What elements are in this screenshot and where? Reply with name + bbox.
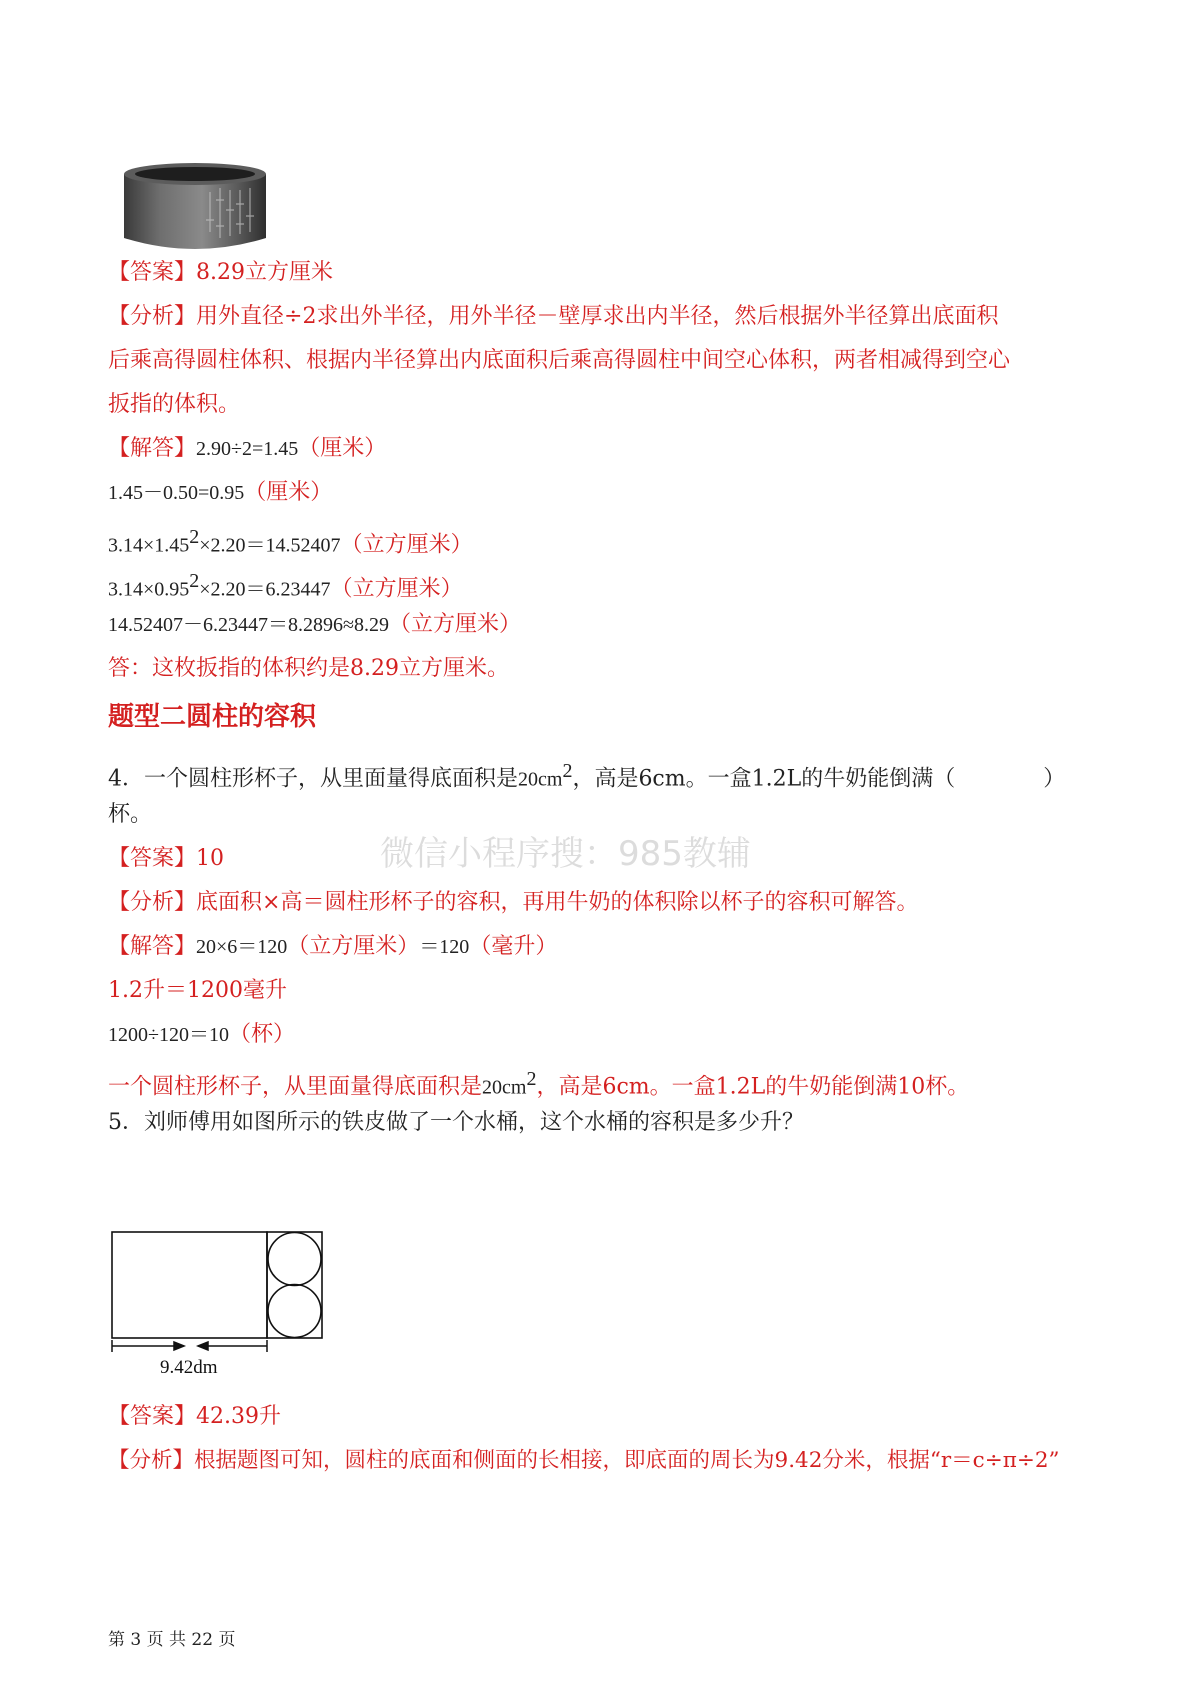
unit-label: （厘米） [244, 480, 333, 505]
solution-tag: 【解答】 [108, 934, 197, 959]
unit-label: （立方厘米） [388, 612, 521, 637]
exponent: 2 [189, 570, 200, 592]
question-text: 杯。 [108, 802, 153, 827]
analysis-tag: 【分析】 [108, 304, 197, 329]
answer-line [108, 258, 333, 288]
solution-math: 1200÷120＝10 [108, 1024, 229, 1046]
solution-text: 1.2升＝1200毫升 [108, 978, 287, 1003]
answer-tag: 【答案】 [108, 260, 197, 285]
answer-line [108, 844, 224, 874]
page-footer: 第 3 页 共 22 页 [108, 1630, 236, 1650]
answer-line [108, 1402, 281, 1432]
sheet-rectangle [112, 1232, 267, 1338]
solution-math: ＝120 [419, 936, 470, 958]
solution-line [108, 434, 386, 464]
solution-line [108, 522, 473, 560]
solution-math: 2.90÷2=1.45 [196, 438, 299, 460]
exponent: 2 [189, 526, 200, 548]
iron-sheet-diagram [108, 1228, 338, 1358]
solution-line [108, 1020, 295, 1050]
answer-value: 8.29立方厘米 [196, 260, 334, 285]
conclusion-part: ，高是6cm。一盒1.2L的牛奶能倒满10杯。 [536, 1074, 970, 1100]
solution-tag: 【解答】 [108, 436, 197, 461]
analysis-line [108, 1446, 1060, 1476]
analysis-text: 后乘高得圆柱体积、根据内半径算出内底面积后乘高得圆柱中间空心体积，两者相减得到空心 [108, 348, 1011, 373]
conclusion-area: 20cm [482, 1076, 527, 1099]
question-part: ，高是6cm。一盒1.2L的牛奶能倒满（ ） [572, 766, 1066, 792]
exponent: 2 [562, 760, 573, 782]
question-text [108, 756, 1065, 794]
solution-math: ×2.20＝6.23447 [199, 578, 331, 601]
solution-line [108, 932, 557, 962]
arrow-right-icon [174, 1342, 184, 1350]
solution-math: 1.45－0.50=0.95 [108, 482, 245, 504]
solution-math: 3.14×0.95 [108, 578, 190, 601]
arrow-left-icon [198, 1342, 208, 1350]
section-title: 题型二圆柱的容积 [108, 702, 317, 732]
unit-label: （立方厘米） [330, 576, 463, 602]
top-circle [268, 1233, 321, 1286]
answer-value: 42.39升 [196, 1404, 281, 1429]
conclusion-part: 一个圆柱形杯子，从里面量得底面积是 [108, 1074, 483, 1100]
dimension-label: 9.42dm [160, 1357, 218, 1378]
conclusion-line [108, 1064, 969, 1102]
analysis-text: 底面积×高＝圆柱形杯子的容积，再用牛奶的体积除以杯子的容积可解答。 [196, 890, 919, 915]
solution-math: 20×6＝120 [196, 936, 288, 958]
analysis-text: 用外直径÷2求出外半径，用外半径－壁厚求出内半径，然后根据外半径算出底面积 [196, 304, 999, 329]
unit-label: （厘米） [298, 436, 387, 461]
analysis-tag: 【分析】 [108, 890, 197, 915]
question-area: 20cm [518, 768, 563, 791]
solution-math: ×2.20＝14.52407 [199, 534, 341, 557]
analysis-text: 扳指的体积。 [108, 392, 241, 417]
question-part: 4．一个圆柱形杯子，从里面量得底面积是 [108, 766, 518, 792]
watermark: 微信小程序搜：985教辅 [380, 834, 751, 874]
analysis-tag: 【分析】 [108, 1448, 195, 1473]
exponent: 2 [526, 1068, 537, 1090]
unit-label: （立方厘米） [287, 934, 420, 959]
analysis-line [108, 302, 998, 332]
solution-line [108, 610, 521, 640]
unit-label: （毫升） [469, 934, 558, 959]
solution-line [108, 478, 332, 508]
answer-value: 10 [196, 846, 225, 871]
answer-tag: 【答案】 [108, 1404, 197, 1429]
solution-line [108, 566, 463, 604]
bottom-circle [268, 1285, 321, 1338]
thumb-ring-image [120, 160, 270, 255]
question-text: 5．刘师傅用如图所示的铁皮做了一个水桶，这个水桶的容积是多少升？ [108, 1110, 804, 1135]
solution-math: 14.52407－6.23447＝8.2896≈8.29 [108, 614, 389, 636]
solution-math: 3.14×1.45 [108, 534, 190, 557]
conclusion-text: 答：这枚扳指的体积约是8.29立方厘米。 [108, 656, 509, 681]
unit-label: （杯） [228, 1022, 295, 1047]
answer-tag: 【答案】 [108, 846, 197, 871]
unit-label: （立方厘米） [340, 532, 473, 558]
analysis-line [108, 888, 918, 918]
analysis-text: 根据题图可知，圆柱的底面和侧面的长相接，即底面的周长为9.42分米，根据“r＝c÷π÷2” [194, 1448, 1060, 1473]
